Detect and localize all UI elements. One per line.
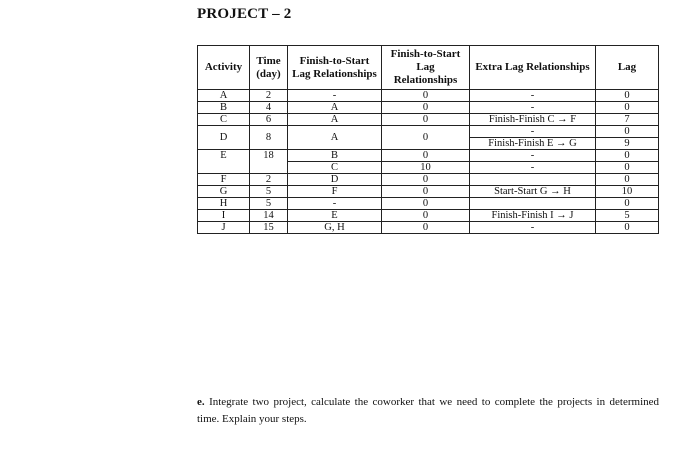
task-text: Integrate two project, calculate the coworker that we need to complete the projects in determined time. Explain your steps. [197,396,660,425]
cell-extra: Finish-Finish C → F [470,114,596,126]
cell-time: 2 [250,90,288,102]
cell-activity: D [198,126,250,150]
cell-activity: H [198,198,250,210]
table-row [198,198,659,210]
project-table [197,45,659,234]
cell-fs-lag: 0 [382,222,470,234]
table-row [198,102,659,114]
cell-fs-rel: D [288,174,382,186]
cell-extra: - [470,90,596,102]
table-row [198,162,659,174]
cell-fs-lag: 0 [382,90,470,102]
cell-time: 5 [250,198,288,210]
header-fs-lag: Finish-to-Start Lag Relationships [382,46,470,90]
cell-lag: 0 [596,162,659,174]
cell-lag: 0 [596,174,659,186]
cell-time: 15 [250,222,288,234]
cell-time: 2 [250,174,288,186]
table-row [198,222,659,234]
cell-lag: 10 [596,186,659,198]
cell-fs-lag: 0 [382,102,470,114]
cell-fs-lag: 10 [382,162,470,174]
cell-extra [470,198,596,210]
table-row [198,174,659,186]
cell-activity: G [198,186,250,198]
cell-time: 14 [250,210,288,222]
cell-fs-lag: 0 [382,174,470,186]
cell-fs-rel: - [288,90,382,102]
table-row [198,210,659,222]
cell-lag: 0 [596,102,659,114]
cell-fs-rel: F [288,186,382,198]
table-header-row [198,46,659,90]
cell-activity: I [198,210,250,222]
cell-lag: 5 [596,210,659,222]
cell-fs-lag: 0 [382,114,470,126]
task-label: e. [197,396,205,408]
cell-fs-rel: E [288,210,382,222]
cell-fs-rel: - [288,198,382,210]
cell-extra [470,174,596,186]
cell-activity: F [198,174,250,186]
cell-extra: - [470,222,596,234]
cell-activity: C [198,114,250,126]
header-fs-relationships: Finish-to-Start Lag Relationships [288,46,382,90]
header-activity: Activity [198,46,250,90]
table-row [198,150,659,162]
cell-lag: 0 [596,222,659,234]
cell-extra: Start-Start G → H [470,186,596,198]
cell-extra: - [470,102,596,114]
cell-time: 4 [250,102,288,114]
page-title: PROJECT – 2 [197,6,292,22]
cell-extra: Finish-Finish I → J [470,210,596,222]
cell-extra: - [470,150,596,162]
cell-extra: Finish-Finish E → G [470,138,596,150]
cell-lag: 0 [596,126,659,138]
cell-activity: B [198,102,250,114]
table-row [198,186,659,198]
cell-time [250,162,288,174]
cell-time: 18 [250,150,288,162]
cell-activity: A [198,90,250,102]
cell-fs-rel: G, H [288,222,382,234]
cell-activity: E [198,150,250,162]
cell-time: 8 [250,126,288,150]
cell-fs-rel: A [288,102,382,114]
cell-lag: 0 [596,90,659,102]
cell-fs-rel: B [288,150,382,162]
cell-fs-lag: 0 [382,186,470,198]
task-paragraph [197,394,659,428]
cell-extra: - [470,162,596,174]
cell-extra: - [470,126,596,138]
cell-fs-lag: 0 [382,150,470,162]
header-extra-lag: Extra Lag Relationships [470,46,596,90]
cell-fs-lag: 0 [382,210,470,222]
cell-lag: 0 [596,150,659,162]
cell-lag: 9 [596,138,659,150]
header-time: Time (day) [250,46,288,90]
cell-fs-lag: 0 [382,198,470,210]
cell-fs-lag: 0 [382,126,470,150]
table-row [198,114,659,126]
cell-activity [198,162,250,174]
cell-fs-rel: A [288,126,382,150]
cell-activity: J [198,222,250,234]
cell-fs-rel: C [288,162,382,174]
table-row [198,126,659,138]
cell-time: 6 [250,114,288,126]
table-row [198,90,659,102]
cell-time: 5 [250,186,288,198]
cell-fs-rel: A [288,114,382,126]
header-lag: Lag [596,46,659,90]
cell-lag: 7 [596,114,659,126]
cell-lag: 0 [596,198,659,210]
